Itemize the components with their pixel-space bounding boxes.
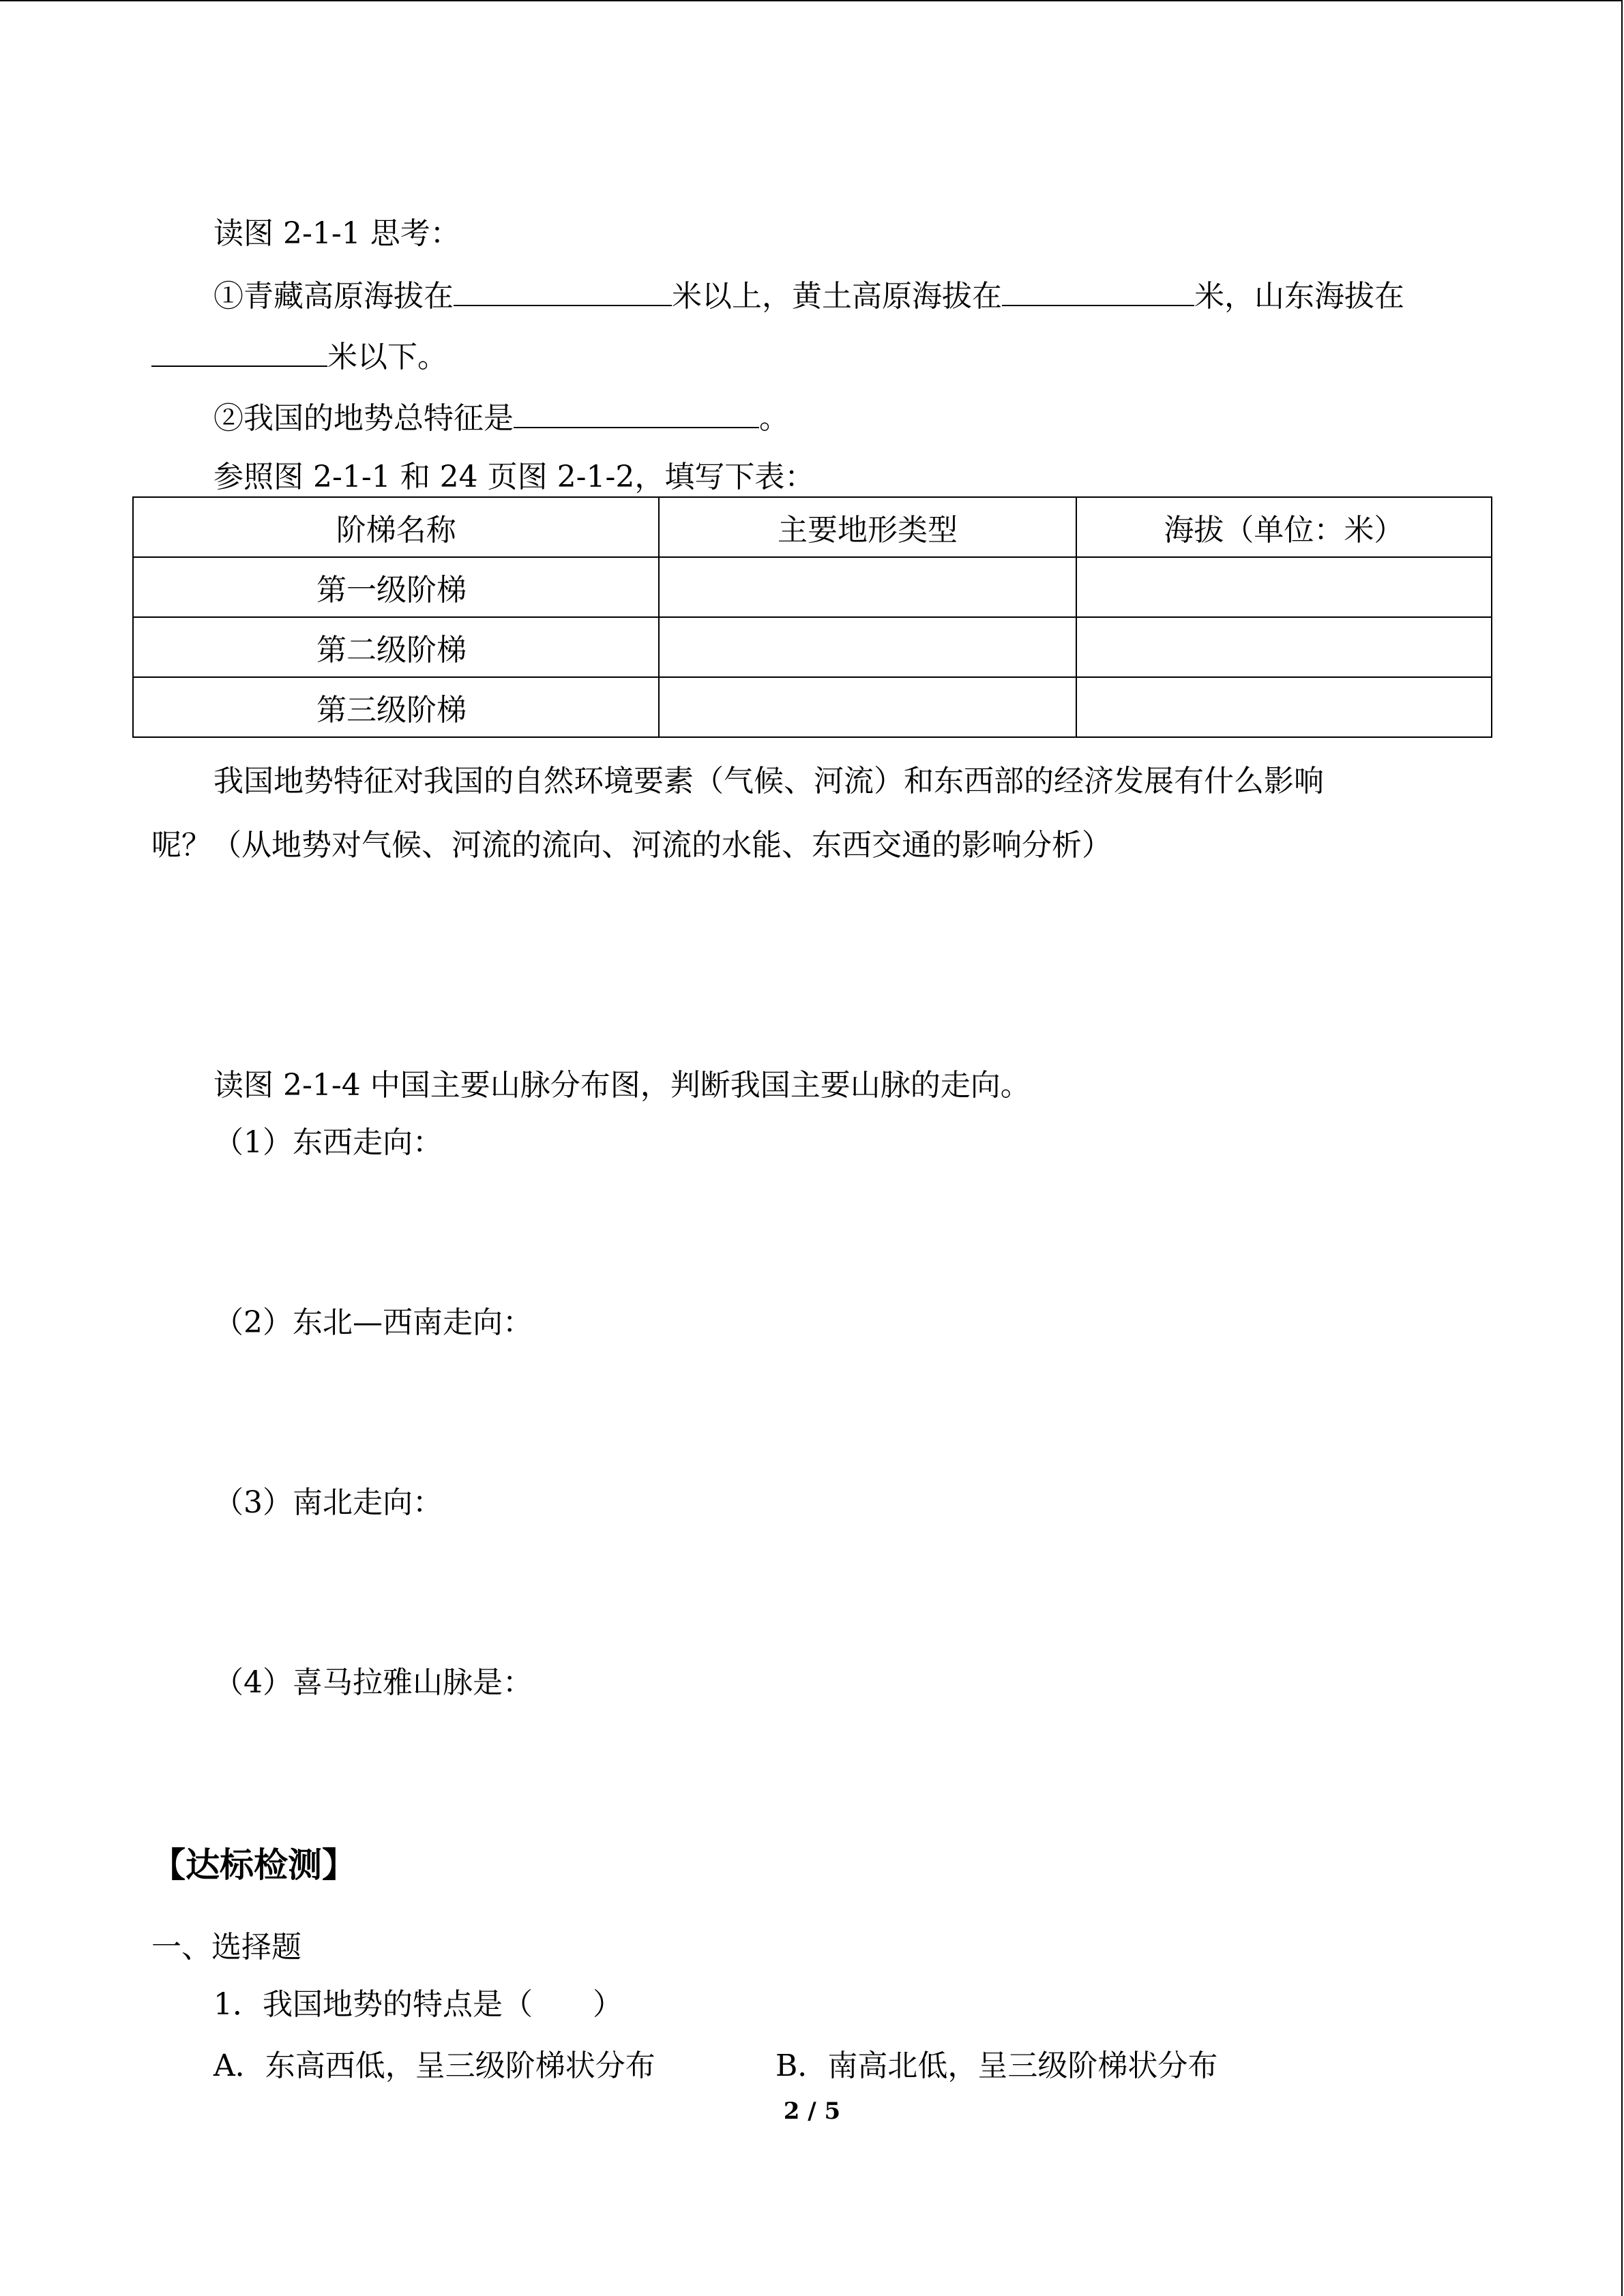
- answer-blank[interactable]: [1002, 275, 1194, 306]
- table-header-row: [133, 497, 1492, 557]
- table-row: [133, 677, 1492, 737]
- mountains-item: （2）东北—西南走向：: [213, 1305, 533, 1340]
- mountains-prompt: 读图 2-1-4 中国主要山脉分布图，判断我国主要山脉的走向。: [213, 1068, 1031, 1103]
- table-cell-blank[interactable]: [659, 677, 1076, 737]
- table-cell: 第二级阶梯: [133, 617, 659, 677]
- question-1: [213, 275, 1404, 317]
- section-heading: 【达标检测】: [151, 1845, 356, 1885]
- table-row: [133, 617, 1492, 677]
- q2-text-a: ②我国的地势总特征是: [213, 401, 514, 436]
- q1-text-c: 米，山东海拔在: [1194, 279, 1404, 314]
- table-header: 阶梯名称: [133, 497, 659, 557]
- question-1-cont: [151, 336, 447, 378]
- option-b: B．南高北低，呈三级阶梯状分布: [776, 2048, 1218, 2083]
- q1-text-a: ①青藏高原海拔在: [213, 279, 454, 314]
- table-prompt: 参照图 2-1-1 和 24 页图 2-1-2，填写下表：: [213, 460, 815, 494]
- q1-text-d: 米以下。: [327, 340, 447, 374]
- table-header: 主要地形类型: [659, 497, 1076, 557]
- table-header: 海拔（单位：米）: [1076, 497, 1492, 557]
- table-cell: 第一级阶梯: [133, 557, 659, 617]
- mountains-item: （3）南北走向：: [213, 1485, 443, 1520]
- table-cell: 第三级阶梯: [133, 677, 659, 737]
- mountains-item: （4）喜马拉雅山脉是：: [213, 1665, 533, 1700]
- steps-table: [132, 496, 1492, 738]
- table-cell-blank[interactable]: [659, 557, 1076, 617]
- table-cell-blank[interactable]: [1076, 617, 1492, 677]
- option-a: A．东高西低，呈三级阶梯状分布: [213, 2048, 655, 2083]
- table-row: [133, 557, 1492, 617]
- table-cell-blank[interactable]: [659, 617, 1076, 677]
- q2-text-b: 。: [759, 401, 789, 436]
- answer-blank[interactable]: [454, 275, 672, 306]
- question-item: 1．我国地势的特点是（ ）: [213, 1987, 623, 2022]
- influence-line-1: 我国地势特征对我国的自然环境要素（气候、河流）和东西部的经济发展有什么影响: [213, 764, 1324, 799]
- table-cell-blank[interactable]: [1076, 557, 1492, 617]
- read-prompt: 读图 2-1-1 思考：: [213, 216, 460, 251]
- answer-blank[interactable]: [151, 336, 327, 367]
- page-number: 2 / 5: [783, 2098, 841, 2125]
- section-title: 一、选择题: [151, 1930, 301, 1965]
- answer-blank[interactable]: [514, 397, 759, 428]
- influence-line-2: 呢？（从地势对气候、河流的流向、河流的水能、东西交通的影响分析）: [151, 828, 1112, 863]
- table-cell-blank[interactable]: [1076, 677, 1492, 737]
- q1-text-b: 米以上，黄土高原海拔在: [672, 279, 1002, 314]
- mountains-item: （1）东西走向：: [213, 1125, 443, 1160]
- question-2: [213, 397, 789, 439]
